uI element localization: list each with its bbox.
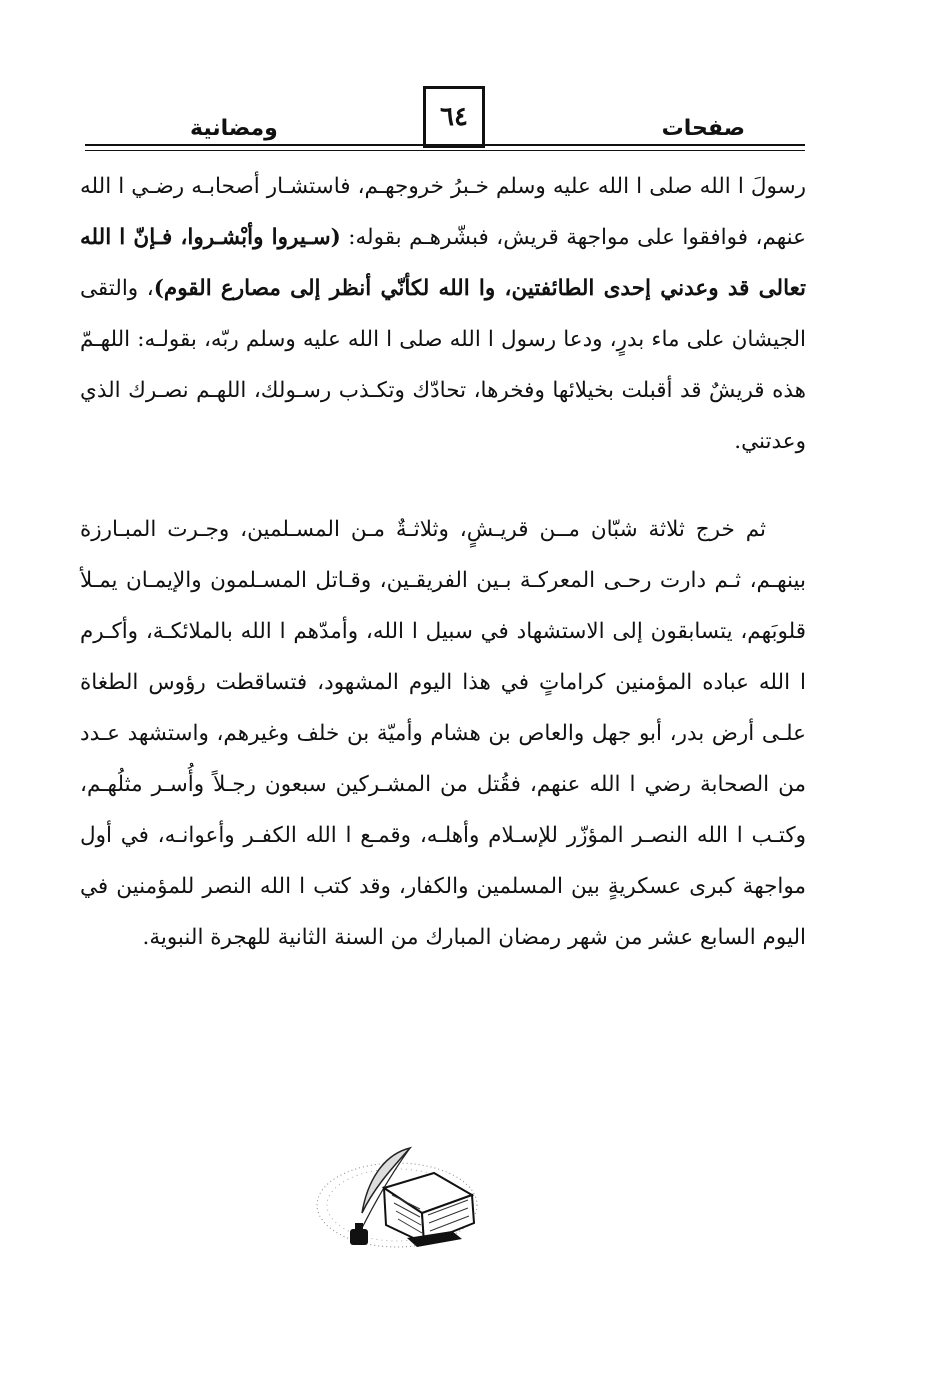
paragraph-1-continuation: ، والتقى الجيشان على ماء بدرٍ، ودعا رسول ا الله صلى ا الله عليه وسلم ربّه، بقولـه: اللهـمّ هذه قريشٌ قد أقبلت بخيلائها وفخرها، تحادّك وتكـذب رسـولك، اللهـم نصـرك الذي وعدتني. (80, 276, 806, 454)
paragraph-1 (80, 161, 806, 467)
header-rule-thick (85, 144, 805, 146)
header-rule-thin (85, 150, 805, 151)
header-right-title: صفحات (661, 116, 745, 141)
paragraph-1-text: رسولَ ا الله صلى ا الله عليه وسلم خـبرُ خروجهـم، فاستشـار أصحابـه رضـي ا الله عنهم، فوافقوا على مواجهة قريش، فبشّرهـم بقوله: (80, 174, 806, 250)
page-number: ٦٤ (440, 102, 468, 132)
page-header (85, 78, 805, 158)
header-left-title: ومضانية (190, 116, 278, 141)
paragraph-2: ثم خرج ثلاثة شبّان مــن قريـشٍ، وثلاثـةٌ مـن المسـلمين، وجـرت المبـارزة بينهـم، ثـم دارت رحـى المعركـة بـين الفريقـين، وقـاتل المسـلمون والإيمـان يمـلأ قلوبَهم، يتسابقون إلى الاستشهاد في سبيل ا الله، وأمدّهم ا الله بالملائكـة، وأكـرم ا الله عباده المؤمنين كراماتٍ في هذا اليوم المشهود، فتساقطت رؤوس الطغاة علـى أرض بدر، أبو جهل والعاص بن هشام وأميّة بن خلف وغيرهم، واستشهد عـدد من الصحابة رضي ا الله عنهم، فقُتل من المشـركين سبعون رجـلاً وأُسـر مثلُهـم، وكتـب ا الله النصـر المؤزّر للإسـلام وأهلـه، وقمـع ا الله الكفـر وأعوانـه، في أول مواجهة كبرى عسكريةٍ بين المسلمين والكفار، وقد كتب ا الله النصر للمؤمنين في اليوم السابع عشر من شهر رمضان المبارك من السنة الثانية للهجرة النبوية. (80, 517, 806, 950)
page-number-box (423, 86, 485, 148)
hadith-quote: (سـيروا وأبْشـروا، فـإنّ ا الله تعالى قد وعدني إحدى الطائفتين، وا الله لكأنّي أنظر إلى مصارع القوم) (80, 225, 806, 301)
book-quill-inkwell-icon (312, 1143, 492, 1253)
